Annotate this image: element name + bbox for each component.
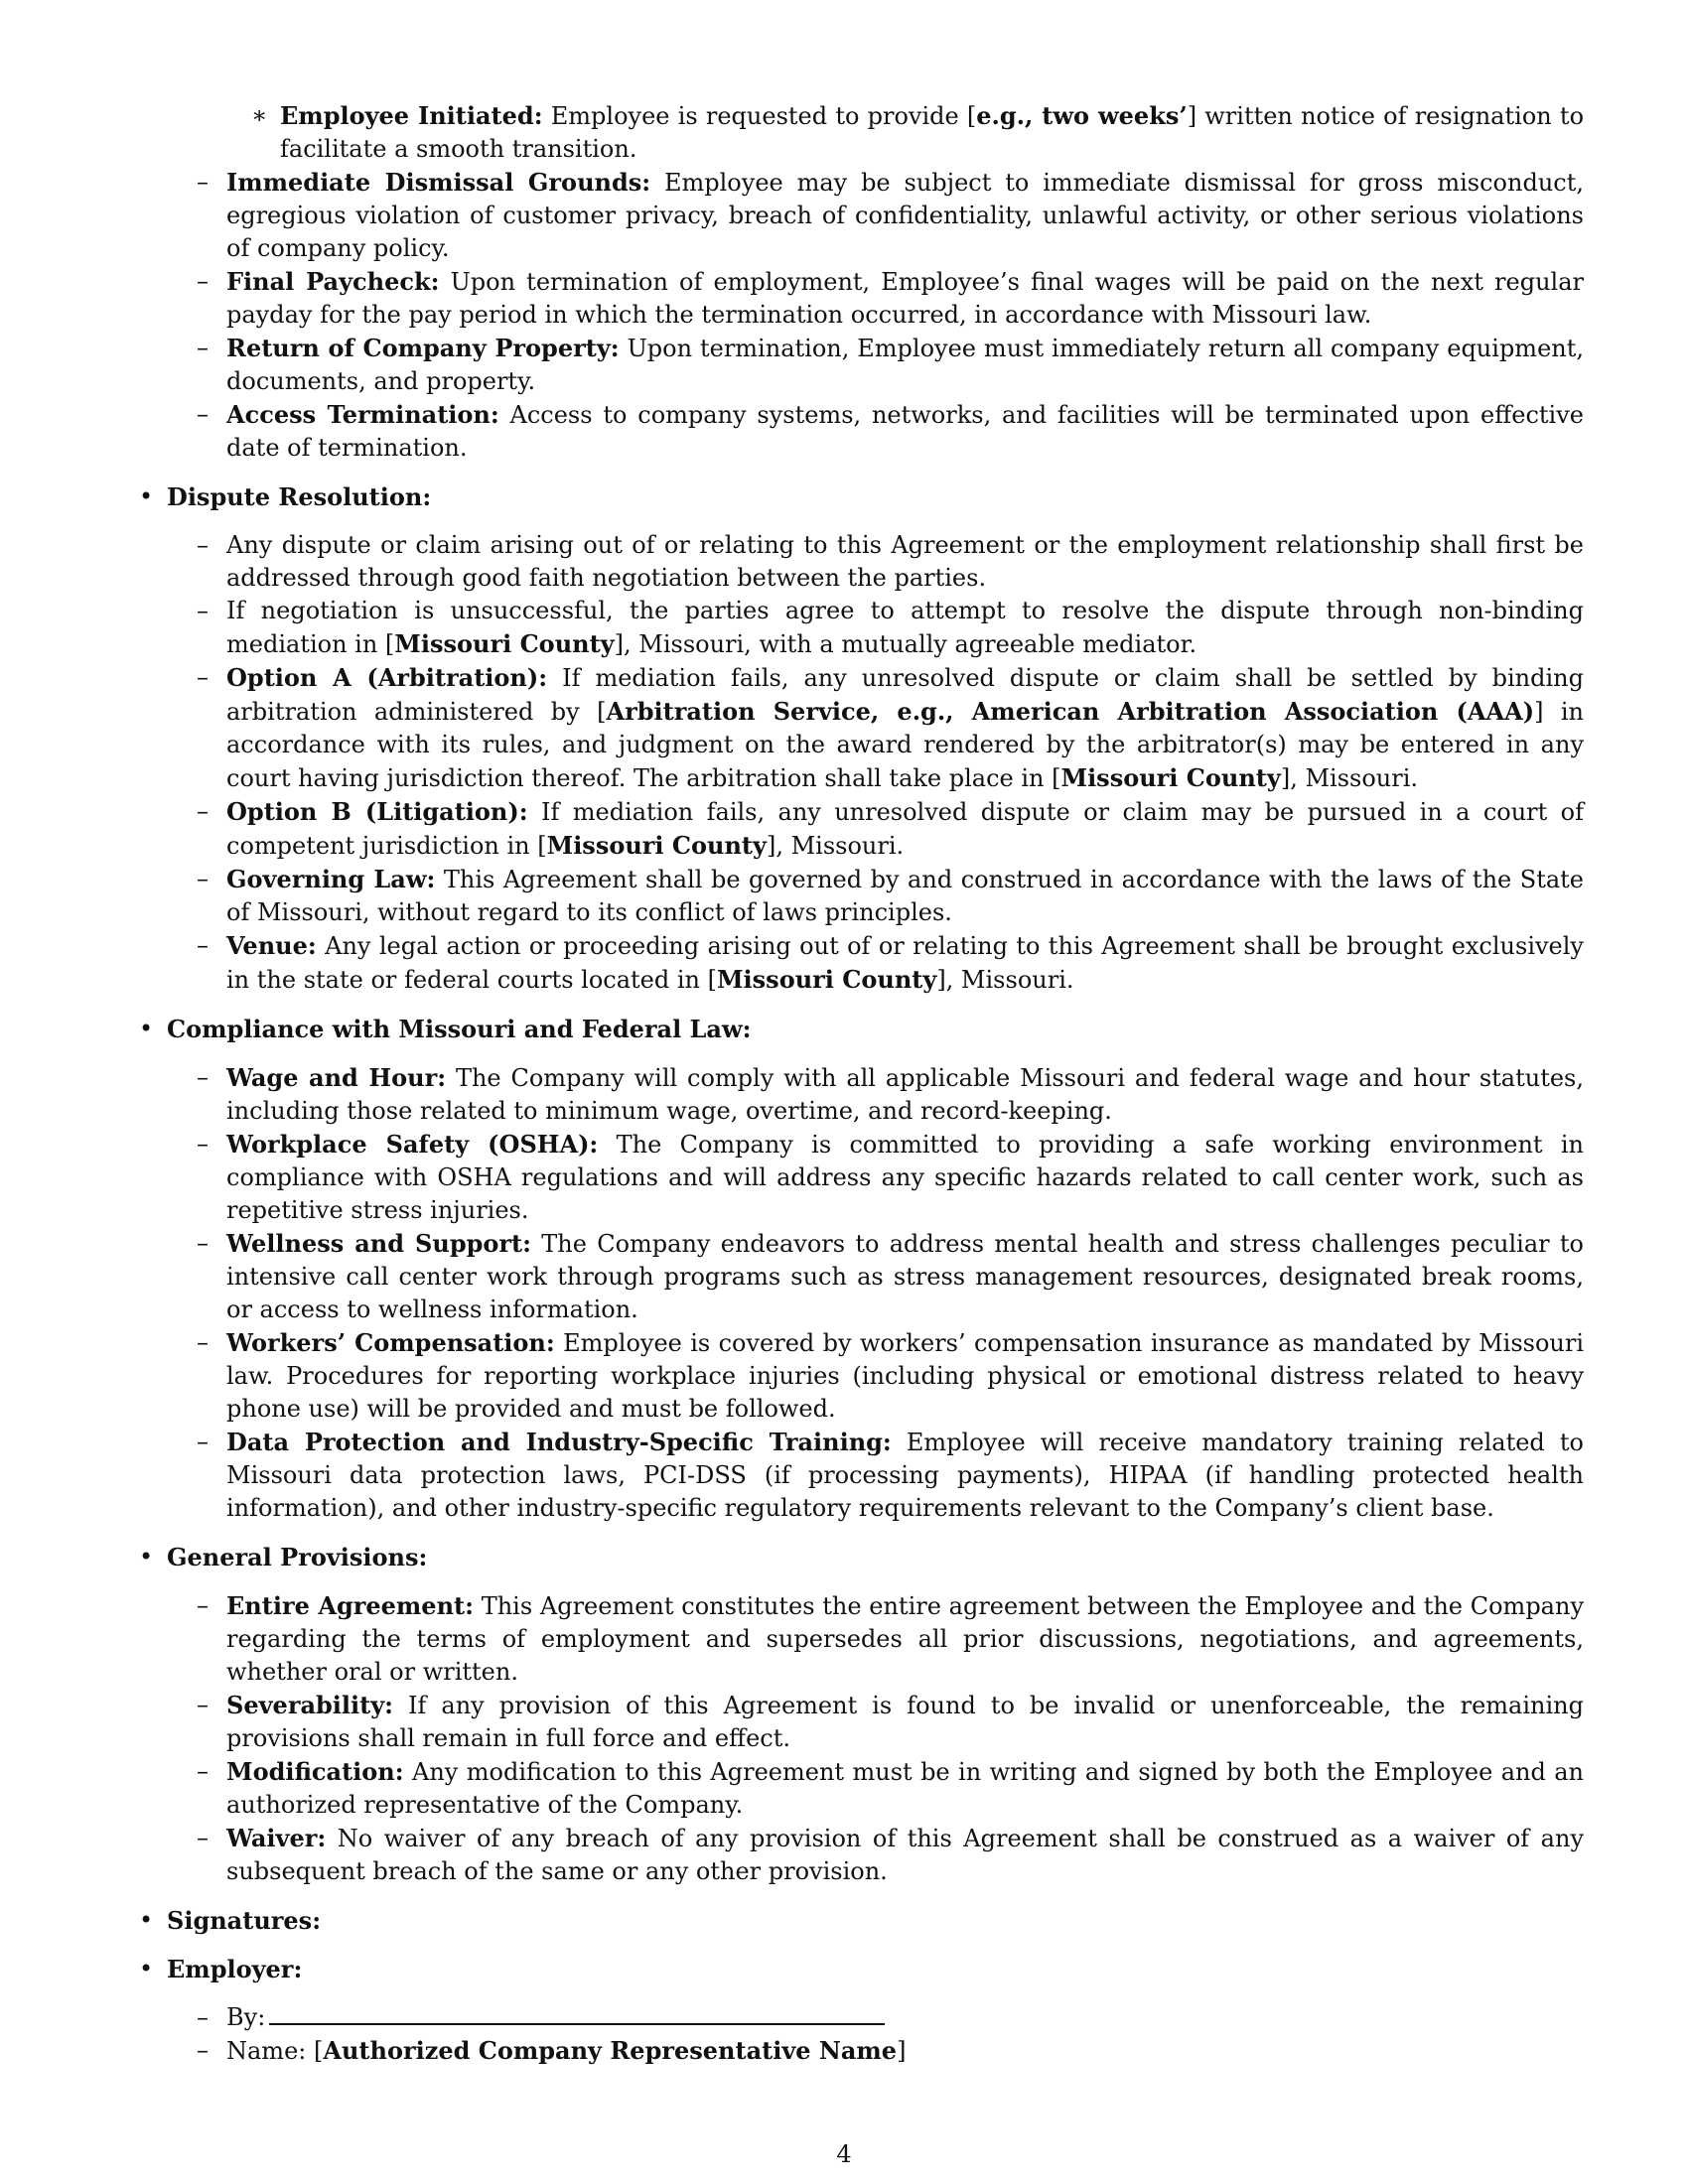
item-text: ], Missouri. (936, 966, 1074, 994)
item-label: Severability: (226, 1691, 394, 1719)
item-text: ] written notice of resignation to facilitate a smooth transition. (280, 102, 1585, 163)
list-item-signature-by (139, 2001, 1584, 2034)
list-item-wage-hour (139, 1061, 1584, 1128)
item-label: Employee Initiated: (280, 101, 543, 130)
list-item-governing-law (139, 863, 1584, 929)
item-text: The Company is committed to providing a safe working environment in compliance with OSHA regulations and will address any specific hazards related to call center work, such as repetitive stress injuries. (226, 1131, 1584, 1224)
compliance-list (139, 1061, 1584, 1525)
item-text: This Agreement constitutes the entire agreement between the Employee and the Company regarding the terms of employment and supersedes all prior discussions, negotiations, and agreements, whether oral or written. (226, 1592, 1585, 1686)
item-label: Governing Law: (226, 865, 436, 893)
item-text: If mediation fails, any unresolved dispute or claim shall be settled by binding arbitration administered by [ (226, 664, 1584, 726)
name-label: Name: [ (226, 2037, 324, 2065)
by-label: By: (226, 2003, 266, 2031)
list-item-data-protection (139, 1426, 1584, 1525)
item-label: Venue: (226, 931, 317, 960)
item-text: Any legal action or proceeding arising out of or relating to this Agreement shall be brought exclusively in the state or federal courts located in [ (226, 932, 1584, 994)
placeholder: Authorized Company Representative Name (323, 2036, 898, 2065)
item-label: Immediate Dismissal Grounds: (226, 168, 651, 197)
name-close: ] (897, 2037, 907, 2065)
item-text: Employee is covered by workers’ compensation insurance as mandated by Missouri law. Procedures for reporting workplace injuries (including physical or emotional distress related to heavy phone use) will be provided and must be followed. (226, 1329, 1584, 1423)
item-text: ], Missouri. (766, 832, 905, 860)
item-text: Access to company systems, networks, and facilities will be terminated upon effective date of termination. (226, 401, 1584, 462)
section-heading-general-provisions: • General Provisions: (139, 1541, 1584, 1573)
item-text: ] in accordance with its rules, and judgment on the award rendered by the arbitrator(s) may be entered in any court having jurisdiction thereof. The arbitration shall take place in [ (226, 698, 1584, 792)
item-text: Any modification to this Agreement must be in writing and signed by both the Employee and an authorized representative of the Company. (226, 1758, 1584, 1819)
employer-list (139, 2001, 1584, 2068)
list-item-access-termination (139, 398, 1584, 465)
list-item-return-property (139, 332, 1584, 398)
page-number: 4 (836, 2140, 852, 2168)
item-text: Employee will receive mandatory training related to Missouri data protection laws, PCI-DSS (if processing payments), HIPAA (if handling protected health information), and other industry-specific regulatory requirements relevant to the Company’s client base. (226, 1429, 1584, 1522)
list-item-venue (139, 929, 1584, 997)
placeholder: Missouri County (1060, 763, 1281, 792)
item-label: Wellness and Support: (226, 1229, 531, 1258)
item-text: Employee may be subject to immediate dismissal for gross misconduct, egregious violation of customer privacy, breach of confidentiality, unlawful activity, or other serious violations of company policy. (226, 169, 1584, 262)
item-text: The Company endeavors to address mental health and stress challenges peculiar to intensive call center work through programs such as stress management resources, designated break rooms, or access to wellness information. (226, 1230, 1584, 1323)
placeholder: e.g., two weeks’ (976, 101, 1188, 130)
item-text: If mediation fails, any unresolved dispute or claim may be pursued in a court of competent jurisdiction in [ (226, 798, 1584, 860)
list-item-modification (139, 1755, 1584, 1822)
placeholder: Missouri County (394, 629, 615, 658)
list-item-workers-comp (139, 1326, 1584, 1426)
item-text: ], Missouri. (1280, 764, 1419, 792)
item-label: Modification: (226, 1757, 404, 1786)
item-text: No waiver of any breach of any provision of this Agreement shall be construed as a waiver of any subsequent breach of the same or any other provision. (226, 1825, 1584, 1885)
list-item-negotiation (139, 529, 1584, 595)
item-text: This Agreement shall be governed by and construed in accordance with the laws of the State of Missouri, without regard to its conflict of laws principles. (226, 866, 1584, 926)
placeholder: Arbitration Service, e.g., American Arbitration Association (AAA) (606, 697, 1535, 726)
section-heading-compliance: • Compliance with Missouri and Federal Law: (139, 1013, 1584, 1045)
item-label: Waiver: (226, 1824, 327, 1852)
list-item-final-paycheck (139, 265, 1584, 332)
item-text: If negotiation is unsuccessful, the parties agree to attempt to resolve the dispute through non-binding mediation in [ (226, 597, 1584, 658)
item-label: Option A (Arbitration): (226, 663, 548, 692)
list-item-option-a (139, 661, 1584, 795)
item-text: ], Missouri, with a mutually agreeable mediator. (614, 630, 1197, 658)
list-item-immediate-dismissal (139, 166, 1584, 265)
list-item-signature-name (139, 2034, 1584, 2068)
sub-item-employee-initiated (139, 99, 1584, 166)
item-text: Any dispute or claim arising out of or relating to this Agreement or the employment relationship shall first be addressed through good faith negotiation between the parties. (226, 531, 1584, 592)
dispute-list (139, 529, 1584, 997)
general-list (139, 1589, 1584, 1888)
item-label: Entire Agreement: (226, 1591, 474, 1620)
document-body (139, 99, 1584, 2068)
placeholder: Missouri County (546, 831, 767, 860)
list-item-entire-agreement (139, 1589, 1584, 1689)
list-item-wellness (139, 1227, 1584, 1326)
section-heading-dispute-resolution: • Dispute Resolution: (139, 480, 1584, 513)
section-heading-signatures: • Signatures: (139, 1904, 1584, 1937)
signature-line[interactable] (269, 2001, 885, 2025)
list-item-option-b (139, 795, 1584, 863)
item-label: Final Paycheck: (226, 267, 440, 296)
item-label: Wage and Hour: (226, 1063, 447, 1092)
item-label: Option B (Litigation): (226, 797, 528, 826)
section-heading-employer: • Employer: (139, 1953, 1584, 1985)
list-item-severability (139, 1689, 1584, 1755)
list-item-workplace-safety (139, 1128, 1584, 1227)
item-text: If any provision of this Agreement is found to be invalid or unenforceable, the remaining provisions shall remain in full force and effect. (226, 1692, 1584, 1752)
placeholder: Missouri County (716, 965, 937, 994)
list-item-mediation (139, 595, 1584, 661)
item-label: Workplace Safety (OSHA): (226, 1130, 599, 1159)
item-text: Employee is requested to provide [ (542, 102, 977, 130)
item-text: Upon termination, Employee must immediately return all company equipment, documents, and property. (226, 335, 1584, 395)
item-text: Upon termination of employment, Employee’s final wages will be paid on the next regular payday for the pay period in which the termination occurred, in accordance with Missouri law. (226, 268, 1584, 329)
item-label: Data Protection and Industry-Specific Training: (226, 1428, 892, 1456)
item-label: Workers’ Compensation: (226, 1328, 555, 1357)
item-label: Return of Company Property: (226, 334, 620, 362)
list-item-waiver (139, 1822, 1584, 1888)
item-label: Access Termination: (226, 400, 499, 429)
item-text: The Company will comply with all applicable Missouri and federal wage and hour statutes, including those related to minimum wage, overtime, and record-keeping. (226, 1064, 1584, 1125)
